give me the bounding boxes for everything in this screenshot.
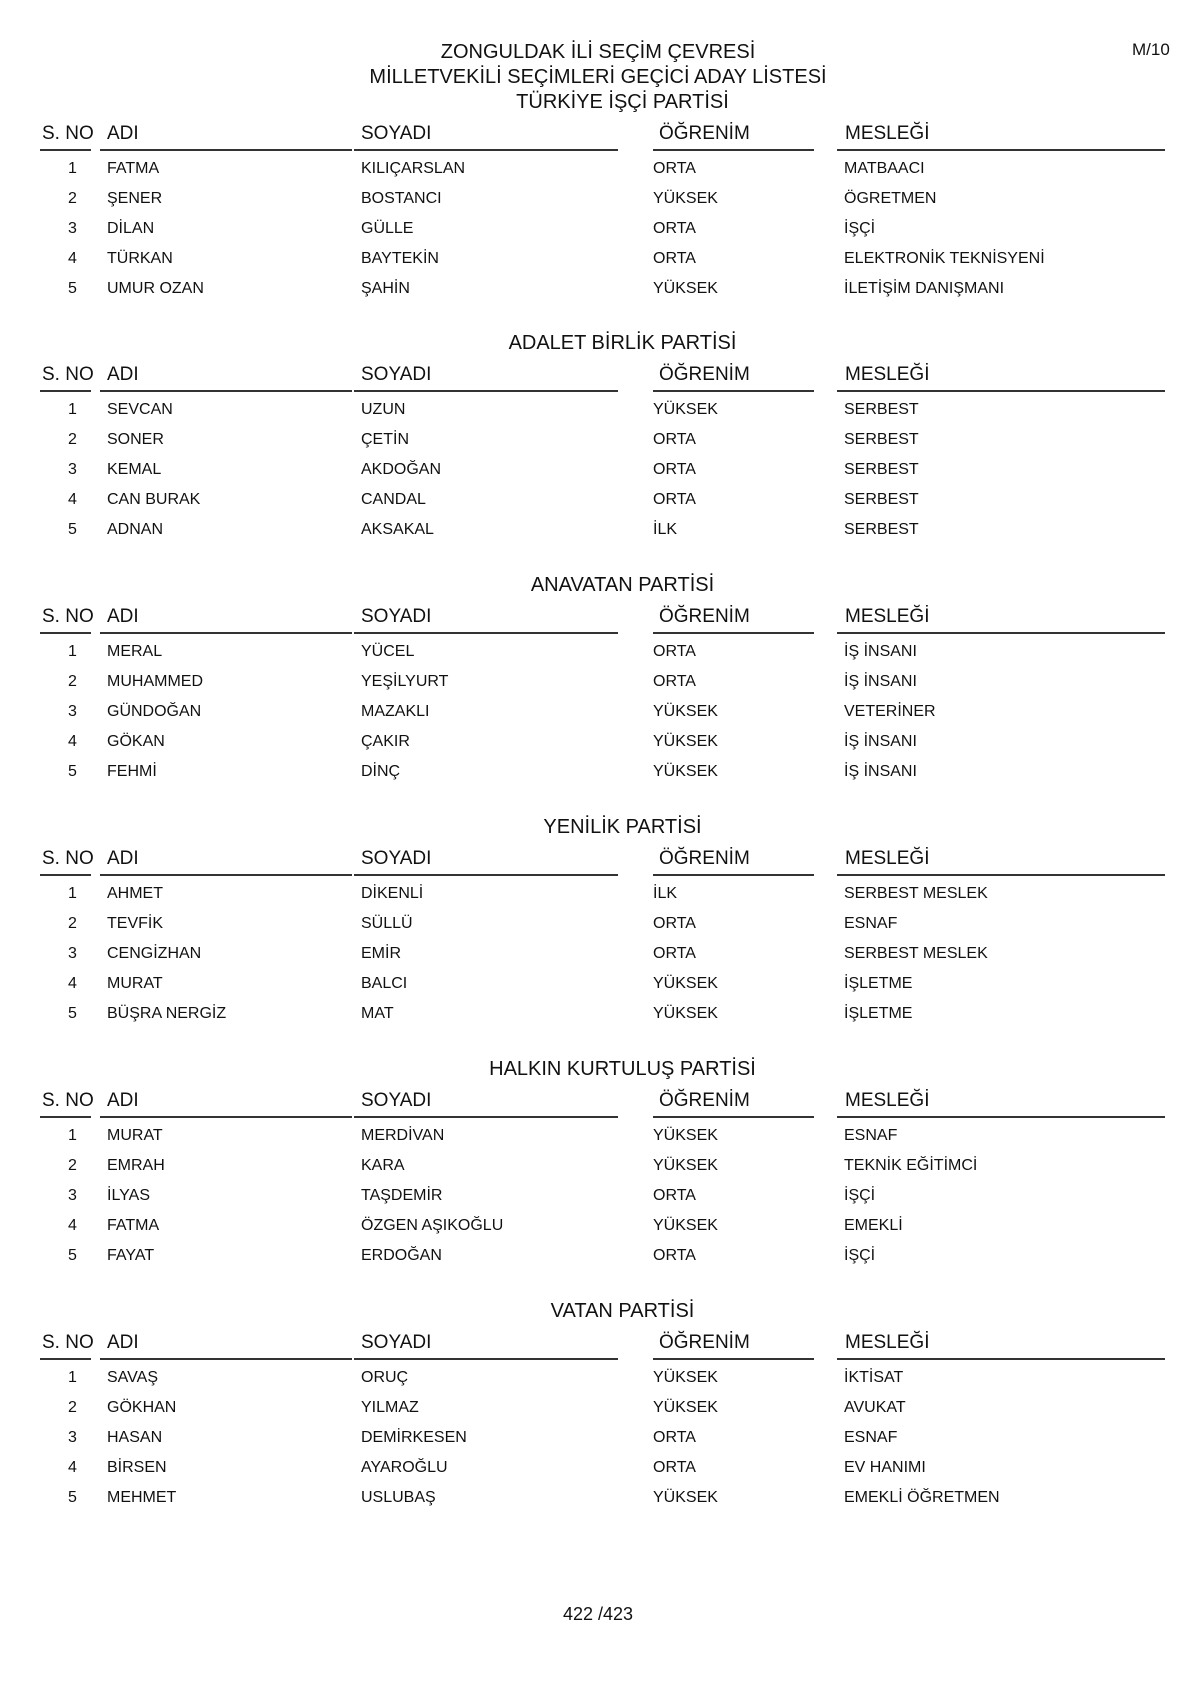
cell-ogrenim: ORTA <box>653 1187 696 1204</box>
table-row <box>40 1121 1165 1151</box>
header-line-2: MİLLETVEKİLİ SEÇİMLERİ GEÇİCİ ADAY LİSTESİ <box>369 66 827 88</box>
header-rule <box>40 149 91 151</box>
table-row <box>40 667 1165 697</box>
column-header-no: S. NO <box>42 123 94 144</box>
cell-soyadi: YÜCEL <box>361 643 415 660</box>
header-rule <box>653 390 814 392</box>
cell-adi: SAVAŞ <box>107 1369 158 1386</box>
table-row <box>40 455 1165 485</box>
header-rule <box>100 1116 352 1118</box>
cell-ogrenim: YÜKSEK <box>653 1489 718 1506</box>
cell-no: 4 <box>68 1459 77 1476</box>
cell-no: 4 <box>68 250 77 267</box>
cell-meslegi: ÖGRETMEN <box>844 190 937 207</box>
cell-adi: BİRSEN <box>107 1459 167 1476</box>
cell-no: 2 <box>68 1157 77 1174</box>
header-rule <box>653 1116 814 1118</box>
cell-adi: MEHMET <box>107 1489 177 1506</box>
table-row <box>40 939 1165 969</box>
column-header-no: S. NO <box>42 606 94 627</box>
cell-meslegi: ESNAF <box>844 1127 898 1144</box>
cell-no: 2 <box>68 190 77 207</box>
cell-adi: DİLAN <box>107 220 155 237</box>
table-row <box>40 1241 1165 1271</box>
cell-adi: SONER <box>107 431 164 448</box>
cell-meslegi: EMEKLİ ÖĞRETMEN <box>844 1489 1000 1506</box>
header-rule <box>837 149 1165 151</box>
cell-ogrenim: ORTA <box>653 1429 696 1446</box>
header-rule <box>40 390 91 392</box>
column-header-ogrenim: ÖĞRENİM <box>659 848 750 869</box>
cell-adi: TÜRKAN <box>107 250 173 267</box>
cell-soyadi: AYAROĞLU <box>361 1459 448 1476</box>
cell-ogrenim: YÜKSEK <box>653 975 718 992</box>
cell-no: 1 <box>68 1369 77 1386</box>
candidate-rows <box>40 395 1165 545</box>
cell-meslegi: MATBAACI <box>844 160 925 177</box>
table-row <box>40 154 1165 184</box>
cell-soyadi: ÇAKIR <box>361 733 410 750</box>
cell-meslegi: EMEKLİ <box>844 1217 903 1234</box>
cell-adi: MERAL <box>107 643 163 660</box>
cell-meslegi: AVUKAT <box>844 1399 906 1416</box>
cell-adi: AHMET <box>107 885 163 902</box>
party-title: YENİLİK PARTİSİ <box>543 816 702 838</box>
cell-meslegi: İŞ İNSANI <box>844 733 917 750</box>
cell-ogrenim: YÜKSEK <box>653 703 718 720</box>
party-section <box>40 1056 1165 1271</box>
cell-soyadi: SÜLLÜ <box>361 915 413 932</box>
table-row <box>40 909 1165 939</box>
party-title: ADALET BİRLİK PARTİSİ <box>508 332 737 354</box>
table-row <box>40 999 1165 1029</box>
cell-meslegi: İŞLETME <box>844 1005 913 1022</box>
cell-ogrenim: ORTA <box>653 491 696 508</box>
column-header-adi: ADI <box>107 1090 139 1111</box>
cell-soyadi: BAYTEKİN <box>361 250 439 267</box>
table-header <box>40 1090 1165 1116</box>
column-header-meslegi: MESLEĞİ <box>845 364 930 385</box>
cell-ogrenim: YÜKSEK <box>653 1005 718 1022</box>
cell-meslegi: İLETİŞİM DANIŞMANI <box>844 280 1005 297</box>
column-header-meslegi: MESLEĞİ <box>845 606 930 627</box>
column-header-meslegi: MESLEĞİ <box>845 123 930 144</box>
cell-adi: KEMAL <box>107 461 162 478</box>
column-header-meslegi: MESLEĞİ <box>845 1090 930 1111</box>
header-rule <box>837 1358 1165 1360</box>
party-section <box>40 572 1165 787</box>
cell-adi: SEVCAN <box>107 401 173 418</box>
table-row <box>40 637 1165 667</box>
cell-soyadi: EMİR <box>361 945 401 962</box>
column-header-ogrenim: ÖĞRENİM <box>659 1332 750 1353</box>
cell-soyadi: BOSTANCI <box>361 190 442 207</box>
cell-no: 4 <box>68 491 77 508</box>
cell-meslegi: TEKNİK EĞİTİMCİ <box>844 1157 978 1174</box>
table-row <box>40 1393 1165 1423</box>
cell-no: 1 <box>68 643 77 660</box>
column-header-soyadi: SOYADI <box>361 364 432 385</box>
cell-soyadi: ÇETİN <box>361 431 409 448</box>
table-row <box>40 395 1165 425</box>
header-rule <box>100 390 352 392</box>
cell-ogrenim: ORTA <box>653 643 696 660</box>
table-header <box>40 1332 1165 1358</box>
cell-meslegi: ESNAF <box>844 915 898 932</box>
cell-adi: MURAT <box>107 975 163 992</box>
cell-ogrenim: ORTA <box>653 461 696 478</box>
cell-soyadi: ÖZGEN AŞIKOĞLU <box>361 1217 504 1234</box>
cell-ogrenim: ORTA <box>653 431 696 448</box>
cell-soyadi: MERDİVAN <box>361 1127 445 1144</box>
cell-meslegi: EV HANIMI <box>844 1459 926 1476</box>
cell-ogrenim: YÜKSEK <box>653 1217 718 1234</box>
cell-ogrenim: ORTA <box>653 1459 696 1476</box>
column-header-soyadi: SOYADI <box>361 848 432 869</box>
cell-no: 5 <box>68 763 77 780</box>
party-title: TÜRKİYE İŞÇİ PARTİSİ <box>516 91 729 113</box>
cell-meslegi: SERBEST <box>844 431 919 448</box>
cell-no: 2 <box>68 915 77 932</box>
cell-soyadi: USLUBAŞ <box>361 1489 436 1506</box>
cell-no: 3 <box>68 945 77 962</box>
column-header-no: S. NO <box>42 1332 94 1353</box>
cell-adi: FATMA <box>107 1217 160 1234</box>
cell-ogrenim: YÜKSEK <box>653 401 718 418</box>
cell-ogrenim: YÜKSEK <box>653 1127 718 1144</box>
table-row <box>40 274 1165 304</box>
header-rule <box>354 632 618 634</box>
header-rule <box>354 874 618 876</box>
table-row <box>40 184 1165 214</box>
column-header-ogrenim: ÖĞRENİM <box>659 1090 750 1111</box>
cell-meslegi: SERBEST MESLEK <box>844 945 988 962</box>
cell-ogrenim: YÜKSEK <box>653 763 718 780</box>
column-header-soyadi: SOYADI <box>361 123 432 144</box>
cell-soyadi: KARA <box>361 1157 405 1174</box>
column-header-no: S. NO <box>42 364 94 385</box>
table-header <box>40 848 1165 874</box>
cell-adi: MURAT <box>107 1127 163 1144</box>
cell-ogrenim: YÜKSEK <box>653 1157 718 1174</box>
table-row <box>40 879 1165 909</box>
cell-ogrenim: YÜKSEK <box>653 280 718 297</box>
cell-ogrenim: ORTA <box>653 673 696 690</box>
column-header-no: S. NO <box>42 848 94 869</box>
header-rule <box>354 1116 618 1118</box>
cell-adi: GÖKHAN <box>107 1399 177 1416</box>
cell-no: 1 <box>68 1127 77 1144</box>
party-section <box>40 330 1165 545</box>
cell-adi: FEHMİ <box>107 763 157 780</box>
table-header <box>40 364 1165 390</box>
column-header-adi: ADI <box>107 123 139 144</box>
header-rule <box>837 632 1165 634</box>
cell-soyadi: YEŞİLYURT <box>361 673 449 690</box>
cell-soyadi: AKSAKAL <box>361 521 434 538</box>
party-title: HALKIN KURTULUŞ PARTİSİ <box>489 1058 756 1080</box>
cell-adi: UMUR OZAN <box>107 280 204 297</box>
cell-meslegi: İŞ İNSANI <box>844 643 917 660</box>
table-row <box>40 1423 1165 1453</box>
cell-ogrenim: YÜKSEK <box>653 733 718 750</box>
cell-no: 4 <box>68 1217 77 1234</box>
header-rule <box>653 874 814 876</box>
header-rule <box>354 1358 618 1360</box>
cell-soyadi: ERDOĞAN <box>361 1247 442 1264</box>
cell-ogrenim: ORTA <box>653 160 696 177</box>
column-header-ogrenim: ÖĞRENİM <box>659 606 750 627</box>
cell-no: 5 <box>68 1247 77 1264</box>
cell-adi: TEVFİK <box>107 915 164 932</box>
cell-no: 3 <box>68 1429 77 1446</box>
header-rule <box>837 874 1165 876</box>
cell-soyadi: YILMAZ <box>361 1399 419 1416</box>
cell-soyadi: AKDOĞAN <box>361 461 442 478</box>
header-line-1: ZONGULDAK İLİ SEÇİM ÇEVRESİ <box>440 41 756 63</box>
cell-no: 5 <box>68 280 77 297</box>
document-header <box>0 40 1200 90</box>
cell-ogrenim: İLK <box>653 885 678 902</box>
cell-no: 4 <box>68 975 77 992</box>
cell-no: 1 <box>68 885 77 902</box>
cell-no: 3 <box>68 461 77 478</box>
cell-soyadi: MAZAKLI <box>361 703 430 720</box>
cell-soyadi: KILIÇARSLAN <box>361 160 466 177</box>
table-row <box>40 1483 1165 1513</box>
column-header-ogrenim: ÖĞRENİM <box>659 123 750 144</box>
candidate-rows <box>40 154 1165 304</box>
cell-soyadi: MAT <box>361 1005 394 1022</box>
cell-soyadi: DEMİRKESEN <box>361 1429 467 1446</box>
header-rule <box>100 632 352 634</box>
cell-meslegi: İKTİSAT <box>844 1369 904 1386</box>
cell-ogrenim: YÜKSEK <box>653 190 718 207</box>
table-row <box>40 727 1165 757</box>
cell-adi: CAN BURAK <box>107 491 201 508</box>
table-row <box>40 244 1165 274</box>
table-row <box>40 1363 1165 1393</box>
page-number: 422 /423 <box>562 1604 634 1624</box>
header-rule <box>653 149 814 151</box>
column-header-soyadi: SOYADI <box>361 1090 432 1111</box>
cell-ogrenim: ORTA <box>653 250 696 267</box>
header-rule <box>40 1358 91 1360</box>
cell-meslegi: İŞ İNSANI <box>844 673 917 690</box>
table-row <box>40 1181 1165 1211</box>
cell-meslegi: VETERİNER <box>844 703 936 720</box>
cell-adi: EMRAH <box>107 1157 165 1174</box>
header-rule <box>837 1116 1165 1118</box>
table-row <box>40 1453 1165 1483</box>
table-row <box>40 1211 1165 1241</box>
cell-adi: ŞENER <box>107 190 163 207</box>
column-header-soyadi: SOYADI <box>361 1332 432 1353</box>
cell-adi: FATMA <box>107 160 160 177</box>
cell-adi: GÖKAN <box>107 733 165 750</box>
table-header <box>40 606 1165 632</box>
column-header-adi: ADI <box>107 606 139 627</box>
cell-no: 1 <box>68 160 77 177</box>
party-title: ANAVATAN PARTİSİ <box>530 574 715 596</box>
cell-no: 5 <box>68 1489 77 1506</box>
cell-meslegi: SERBEST MESLEK <box>844 885 988 902</box>
table-row <box>40 697 1165 727</box>
cell-adi: GÜNDOĞAN <box>107 703 202 720</box>
cell-meslegi: İŞÇİ <box>844 1247 876 1264</box>
cell-soyadi: GÜLLE <box>361 220 414 237</box>
table-row <box>40 214 1165 244</box>
cell-ogrenim: ORTA <box>653 1247 696 1264</box>
cell-meslegi: SERBEST <box>844 491 919 508</box>
header-rule <box>40 874 91 876</box>
cell-meslegi: SERBEST <box>844 521 919 538</box>
table-row <box>40 969 1165 999</box>
cell-ogrenim: YÜKSEK <box>653 1369 718 1386</box>
cell-ogrenim: ORTA <box>653 945 696 962</box>
cell-adi: ADNAN <box>107 521 164 538</box>
cell-no: 5 <box>68 1005 77 1022</box>
column-header-adi: ADI <box>107 848 139 869</box>
cell-ogrenim: ORTA <box>653 220 696 237</box>
cell-adi: FAYAT <box>107 1247 155 1264</box>
header-rule <box>354 149 618 151</box>
cell-no: 2 <box>68 673 77 690</box>
cell-no: 3 <box>68 220 77 237</box>
cell-meslegi: İŞÇİ <box>844 1187 876 1204</box>
header-rule <box>40 632 91 634</box>
cell-adi: MUHAMMED <box>107 673 203 690</box>
cell-no: 3 <box>68 703 77 720</box>
table-row <box>40 757 1165 787</box>
party-section <box>40 814 1165 1029</box>
cell-soyadi: CANDAL <box>361 491 426 508</box>
cell-meslegi: SERBEST <box>844 461 919 478</box>
cell-no: 1 <box>68 401 77 418</box>
cell-ogrenim: İLK <box>653 521 678 538</box>
cell-no: 2 <box>68 1399 77 1416</box>
party-section <box>40 89 1165 304</box>
cell-ogrenim: ORTA <box>653 915 696 932</box>
header-rule <box>100 149 352 151</box>
column-header-no: S. NO <box>42 1090 94 1111</box>
cell-no: 2 <box>68 431 77 448</box>
column-header-meslegi: MESLEĞİ <box>845 1332 930 1353</box>
cell-meslegi: ESNAF <box>844 1429 898 1446</box>
table-row <box>40 485 1165 515</box>
cell-soyadi: ŞAHİN <box>361 280 410 297</box>
candidate-rows <box>40 879 1165 1029</box>
cell-no: 4 <box>68 733 77 750</box>
candidate-rows <box>40 1121 1165 1271</box>
cell-no: 3 <box>68 1187 77 1204</box>
column-header-soyadi: SOYADI <box>361 606 432 627</box>
column-header-adi: ADI <box>107 364 139 385</box>
table-row <box>40 425 1165 455</box>
cell-soyadi: DİKENLİ <box>361 885 424 902</box>
cell-soyadi: ORUÇ <box>361 1369 409 1386</box>
column-header-meslegi: MESLEĞİ <box>845 848 930 869</box>
cell-meslegi: İŞ İNSANI <box>844 763 917 780</box>
cell-adi: HASAN <box>107 1429 163 1446</box>
column-header-adi: ADI <box>107 1332 139 1353</box>
header-rule <box>100 874 352 876</box>
cell-meslegi: İŞLETME <box>844 975 913 992</box>
candidate-rows <box>40 1363 1165 1513</box>
header-rule <box>354 390 618 392</box>
header-rule <box>653 1358 814 1360</box>
header-rule <box>837 390 1165 392</box>
cell-soyadi: BALCI <box>361 975 408 992</box>
cell-soyadi: TAŞDEMİR <box>361 1187 443 1204</box>
header-rule <box>100 1358 352 1360</box>
table-row <box>40 1151 1165 1181</box>
cell-ogrenim: YÜKSEK <box>653 1399 718 1416</box>
cell-soyadi: UZUN <box>361 401 406 418</box>
cell-meslegi: SERBEST <box>844 401 919 418</box>
candidate-rows <box>40 637 1165 787</box>
party-title: VATAN PARTİSİ <box>550 1300 695 1322</box>
party-section <box>40 1298 1165 1513</box>
table-row <box>40 515 1165 545</box>
header-rule <box>653 632 814 634</box>
cell-adi: İLYAS <box>107 1187 150 1204</box>
cell-meslegi: İŞÇİ <box>844 220 876 237</box>
page-code: M/10 <box>1132 40 1170 59</box>
table-header <box>40 123 1165 149</box>
cell-no: 5 <box>68 521 77 538</box>
cell-meslegi: ELEKTRONİK TEKNİSYENİ <box>844 250 1045 267</box>
cell-soyadi: DİNÇ <box>361 763 401 780</box>
column-header-ogrenim: ÖĞRENİM <box>659 364 750 385</box>
cell-adi: BÜŞRA NERGİZ <box>107 1005 227 1022</box>
cell-adi: CENGİZHAN <box>107 945 202 962</box>
header-rule <box>40 1116 91 1118</box>
